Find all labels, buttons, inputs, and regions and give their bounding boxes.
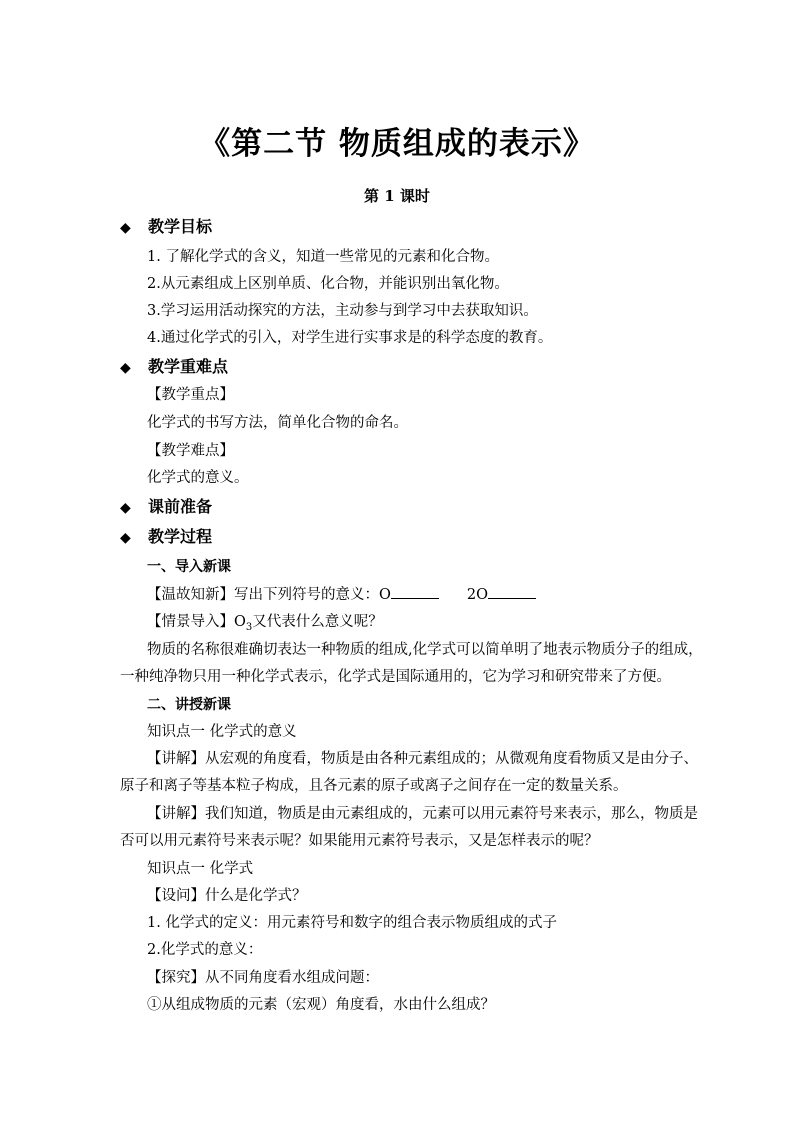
lesson-subtitle: 第 1 课时 [364,187,430,205]
goals-heading-text: 教学目标 [148,217,213,236]
lecture-label: 【讲解】 [147,751,205,767]
lecture-line [147,803,698,825]
review-text-2: 2O [466,587,489,603]
lecture-text: 我们知道，物质是由元素组成的，元素可以用元素符号来表示，那么，物质是 [205,806,698,822]
question-text: 什么是化学式？ [205,888,307,904]
paragraph-line: 一种纯净物只用一种化学式表示，化学式是国际通用的，它为学习和研究带来了方便。 [120,669,671,685]
difficulty-label: 【教学难点】 [147,443,234,459]
scene-formula-subscript: 3 [245,621,253,633]
knowledge-point-title: 知识点一 化学式的意义 [147,724,297,740]
key-points-heading-text: 教学重难点 [148,357,229,376]
definition-line: 2.化学式的意义： [147,942,263,958]
review-label: 【温故知新】 [147,587,234,603]
goal-item: 2.从元素组成上区别单质、化合物，并能识别出氧化物。 [147,276,509,292]
prep-heading-text: 课前准备 [148,497,213,516]
answer-blank [488,584,536,599]
review-line [147,584,536,606]
explore-text: 从不同角度看水组成问题： [205,970,379,986]
scene-text: 又代表什么意义呢？ [252,614,383,630]
explore-label: 【探究】 [147,970,205,986]
lecture-line [147,748,698,770]
diamond-bullet-icon: ◆ [120,500,131,516]
diamond-bullet-icon: ◆ [120,530,131,546]
page-title: 《第二节 物质组成的表示》 [199,126,595,162]
scene-formula: O [234,614,246,630]
section-heading-prep [120,495,212,520]
review-text: 写出下列符号的意义：O [234,587,391,603]
question-line [147,885,307,907]
paragraph-line: 原子和离子等基本粒子构成，且各元素的原子或离子之间存在一定的数量关系。 [120,778,628,794]
paragraph-line: 否可以用元素符号来表示呢？如果能用元素符号表示，又是怎样表示的呢？ [120,833,599,849]
diamond-bullet-icon: ◆ [120,220,131,236]
section-heading-key-points [120,355,228,380]
part2-title: 二、讲授新课 [147,697,231,713]
paragraph-line: 物质的名称很难确切表达一种物质的组成,化学式可以简单明了地表示物质分子的组成， [147,642,703,658]
diamond-bullet-icon: ◆ [120,360,131,376]
lecture-text: 从宏观的角度看，物质是由各种元素组成的；从微观角度看物质又是由分子、 [205,751,698,767]
part1-title: 一、导入新课 [147,559,231,575]
answer-blank [391,584,439,599]
scene-line [147,611,383,639]
section-heading-goals [120,215,212,240]
section-heading-process [120,525,212,550]
definition-line: 1. 化学式的定义：用元素符号和数字的组合表示物质组成的式子 [147,915,557,931]
goal-item: 4.通过化学式的引入，对学生进行实事求是的科学态度的教育。 [147,330,553,346]
explore-question: ①从组成物质的元素（宏观）角度看，水由什么组成？ [147,997,495,1013]
goal-item: 3.学习运用活动探究的方法，主动参与到学习中去获取知识。 [147,303,538,319]
lecture-label: 【讲解】 [147,806,205,822]
question-label: 【设问】 [147,888,205,904]
scene-label: 【情景导入】 [147,614,234,630]
goal-item: 1. 了解化学式的含义，知道一些常见的元素和化合物。 [147,249,499,265]
process-heading-text: 教学过程 [148,527,213,546]
difficulty-text: 化学式的意义。 [147,470,249,486]
explore-line [147,967,379,989]
knowledge-point-title: 知识点一 化学式 [147,861,254,877]
focus-label: 【教学重点】 [147,387,234,403]
focus-text: 化学式的书写方法，简单化合物的命名。 [147,415,408,431]
